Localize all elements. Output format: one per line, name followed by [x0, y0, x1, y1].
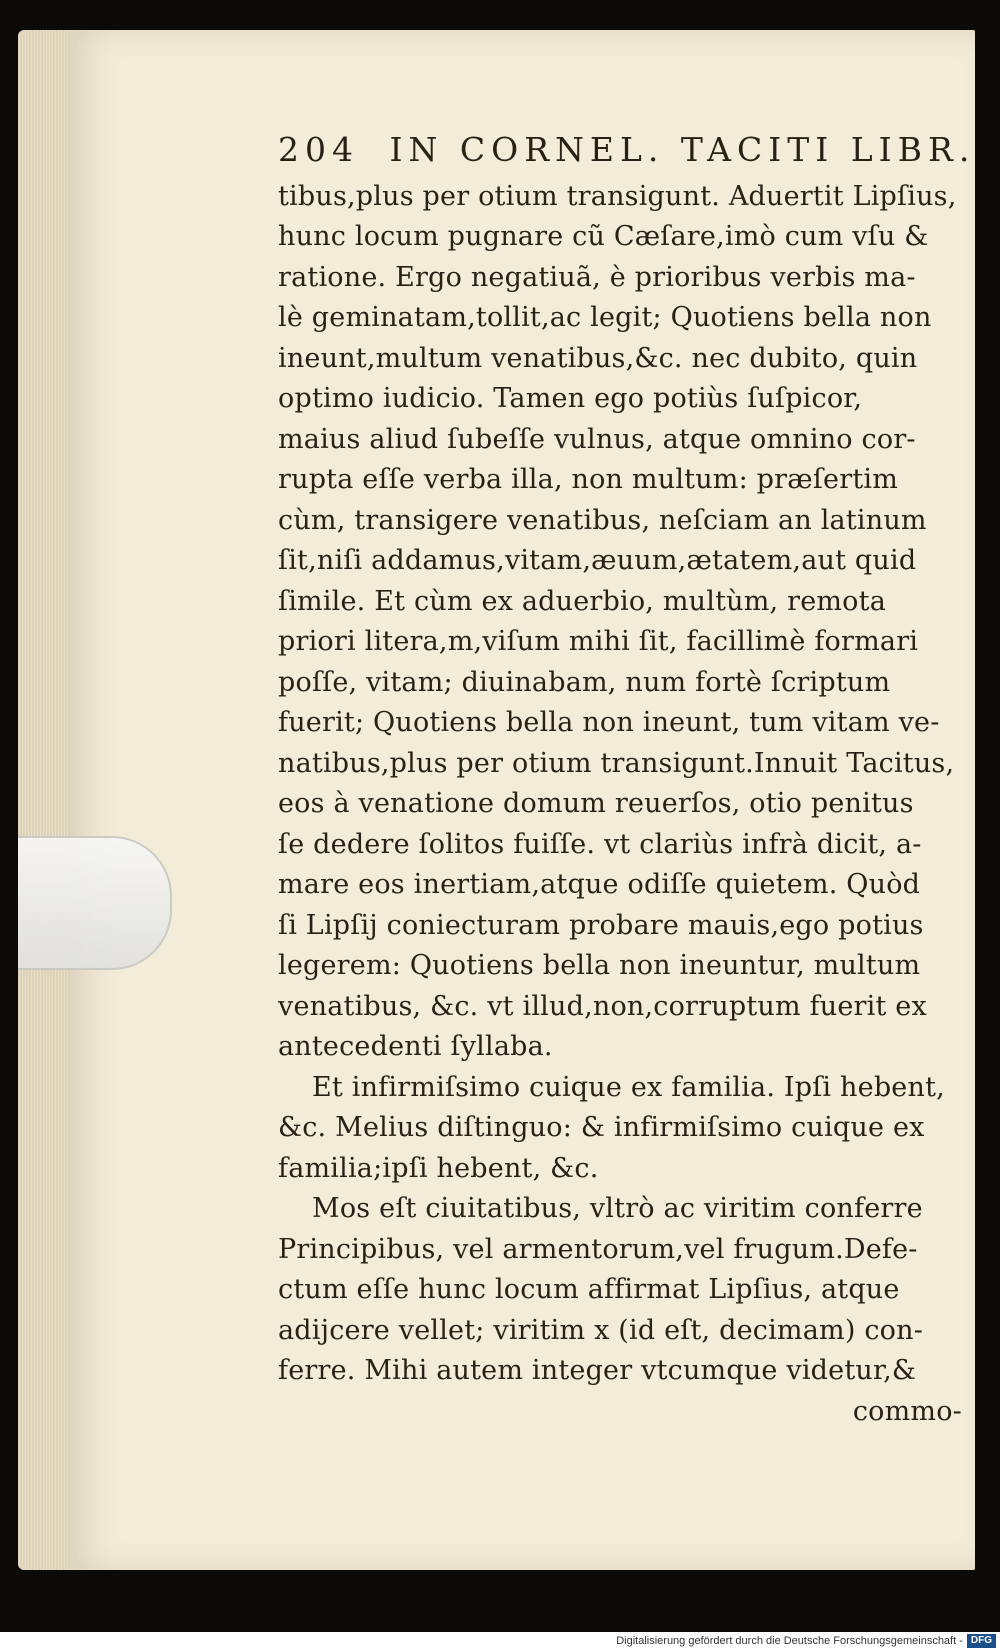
text-line: maius aliud ſubeſſe vulnus, atque omnino cor- — [278, 423, 916, 455]
text-line: ſi Lipſij coniecturam probare mauis,ego potius — [278, 909, 924, 941]
text-line: cùm, transigere venatibus, neſciam an latinum — [278, 504, 927, 536]
text-line: ſe dedere ſolitos fuiſſe. vt clariùs infrà dicit, a- — [278, 828, 922, 860]
text-line: Et infirmiſsimo cuique ex familia. Ipſi hebent, — [312, 1071, 945, 1103]
page-clip — [18, 836, 172, 970]
text-line: ferre. Mihi autem integer vtcumque videtur,& — [278, 1355, 917, 1386]
page-number: 204 — [278, 130, 359, 169]
text-line: hunc locum pugnare cũ Cæſare,imò cum vſu & — [278, 221, 929, 252]
text-line: priori litera,m,viſum mihi ſit, facillimè formari — [278, 626, 919, 657]
text-line: legerem: Quotiens bella non ineuntur, multum — [278, 950, 921, 981]
text-line: Mos eſt ciuitatibus, vltrò ac viritim conferre — [312, 1193, 923, 1224]
text-line: &c. Melius diſtinguo: & infirmiſsimo cuique ex — [278, 1112, 925, 1143]
text-line: natibus,plus per otium transigunt.Innuit Tacitus, — [278, 747, 955, 779]
text-line: ſit,niſi addamus,vitam,æuum,ætatem,aut quid — [278, 545, 917, 576]
text-line: eos à venatione domum reuerſos, otio penitus — [278, 788, 914, 819]
digitization-footer — [0, 1632, 1000, 1651]
text-line: Principibus, vel armentorum,vel frugum.Defe- — [278, 1233, 918, 1265]
dfg-logo-badge: DFG — [967, 1634, 996, 1648]
page-text — [278, 130, 976, 1432]
running-title: IN CORNEL. TACITI LIBR. — [389, 130, 976, 169]
text-line: mare eos inertiam,atque odiſſe quietem. Quòd — [278, 869, 921, 900]
text-line: antecedenti ſyllaba. — [278, 1031, 553, 1062]
text-line: poſſe, vitam; diuinabam, num fortè ſcriptum — [278, 666, 891, 698]
text-line: adijcere vellet; viritim x (id eſt, decimam) con- — [278, 1314, 924, 1346]
text-line: tibus,plus per otium transigunt. Aduertit Lipſius, — [278, 180, 957, 212]
text-line: ratione. Ergo negatiuã, è prioribus verbis ma- — [278, 261, 916, 293]
text-line: lè geminatam,tollit,ac legit; Quotiens bella non — [278, 302, 932, 333]
text-line: ctum eſſe hunc locum affirmat Lipſius, atque — [278, 1274, 900, 1305]
text-line: rupta eſſe verba illa, non multum: præſertim — [278, 464, 899, 495]
text-line: ineunt,multum venatibus,&c. nec dubito, quin — [278, 342, 918, 374]
text-line: familia;ipſi hebent, &c. — [278, 1152, 599, 1184]
running-header — [278, 130, 976, 171]
footer-credit: Digitalisierung gefördert durch die Deutsche Forschungsgemeinschaft - — [616, 1635, 963, 1647]
text-line: optimo iudicio. Tamen ego potiùs ſuſpicor, — [278, 383, 863, 414]
text-line: fuerit; Quotiens bella non ineunt, tum vitam ve- — [278, 707, 940, 738]
text-line: ſimile. Et cùm ex aduerbio, multùm, remota — [278, 585, 886, 617]
text-line: venatibus, &c. vt illud,non,corruptum fuerit ex — [278, 990, 927, 1022]
catchword: commo- — [852, 1395, 962, 1427]
